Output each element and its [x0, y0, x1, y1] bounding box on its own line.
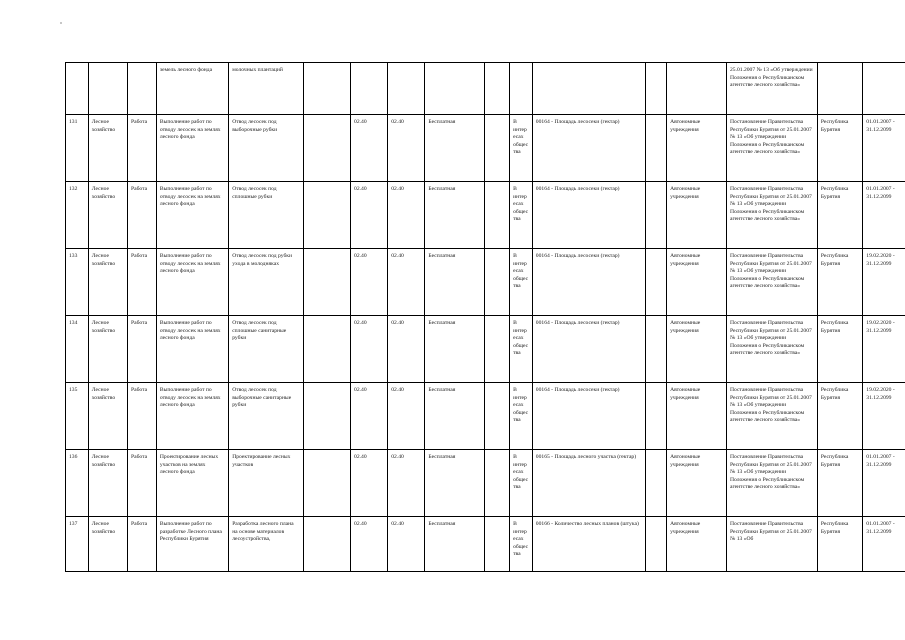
cell-okved-1: 02.40 [351, 316, 388, 383]
cell-okved-1: 02.40 [351, 383, 388, 450]
cell-holder: Автономные учреждения [667, 450, 727, 517]
cell-basis: Постановление Правительства Республики Бурятия от 25.01.2007 № 13 «Об утверждении Положения о Республиканском агентстве лесного хозяйства» [726, 316, 817, 383]
cell-period: 01.01.2007 - 31.12.2099 [863, 517, 905, 572]
cell-number: 137 [66, 517, 89, 572]
cell-blank [485, 249, 510, 316]
cell-blank [646, 182, 667, 249]
cell-number: 134 [66, 316, 89, 383]
cell-payment: Бесплатная [425, 517, 485, 572]
table-row [66, 450, 905, 517]
cell-branch: Лесное хозяйство [88, 450, 127, 517]
cell-okved-2: 02.40 [388, 316, 425, 383]
cell-blank [646, 383, 667, 450]
cell-work-name: Выполнение работ по разработке Лесного плана Республики Бурятия [156, 517, 228, 572]
cell-blank [485, 517, 510, 572]
cell-holder: Автономные учреждения [667, 249, 727, 316]
cell-okved-1: 02.40 [351, 115, 388, 182]
cell-basis: Постановление Правительства Республики Бурятия от 25.01.2007 № 13 «Об утверждении Положения о Республиканском агентстве лесного хозяйства» [726, 383, 817, 450]
cell-blank [303, 249, 351, 316]
cell-branch: Лесное хозяйство [88, 383, 127, 450]
cell-blank [303, 182, 351, 249]
cell-unit: 00164 - Площадь лесосеки (гектар) [532, 182, 646, 249]
cell-work-content: молочных плантаций [229, 63, 303, 115]
cell-type: Работа [127, 316, 156, 383]
cell-branch [88, 63, 127, 115]
cell-blank [303, 450, 351, 517]
cell-period [863, 63, 905, 115]
cell-interest: В интересах общества [510, 316, 533, 383]
cell-blank [485, 182, 510, 249]
table-row [66, 249, 905, 316]
cell-blank [303, 115, 351, 182]
cell-period: 19.02.2020 - 31.12.2099 [863, 249, 905, 316]
cell-blank [646, 115, 667, 182]
cell-holder: Автономные учреждения [667, 182, 727, 249]
cell-region: Республика Бурятия [817, 383, 862, 450]
cell-work-content: Отвод лесосек под рубки ухода в молодняках [229, 249, 303, 316]
cell-basis: Постановление Правительства Республики Бурятия от 25.01.2007 № 13 «Об утверждении Положения о Республиканском агентстве лесного хозяйства» [726, 115, 817, 182]
cell-blank [646, 450, 667, 517]
cell-okved-1: 02.40 [351, 182, 388, 249]
cell-region: Республика Бурятия [817, 249, 862, 316]
cell-payment: Бесплатная [425, 249, 485, 316]
cell-period: 01.01.2007 - 31.12.2099 [863, 182, 905, 249]
cell-work-content: Проектирование лесных участков [229, 450, 303, 517]
cell-number: 135 [66, 383, 89, 450]
table-row [66, 383, 905, 450]
cell-payment: Бесплатная [425, 383, 485, 450]
cell-payment: Бесплатная [425, 450, 485, 517]
registry-table [65, 62, 905, 572]
table-row [66, 63, 905, 115]
cell-region: Республика Бурятия [817, 115, 862, 182]
cell-type [127, 63, 156, 115]
cell-blank [646, 249, 667, 316]
cell-blank [303, 316, 351, 383]
cell-okved-2: 02.40 [388, 517, 425, 572]
cell-type: Работа [127, 517, 156, 572]
cell-number [66, 63, 89, 115]
cell-work-name: Выполнение работ по отводу лесосек на землях лесного фонда [156, 316, 228, 383]
cell-basis: Постановление Правительства Республики Бурятия от 25.01.2007 № 13 «Об утверждении Положения о Республиканском агентстве лесного хозяйства» [726, 450, 817, 517]
cell-okved-2: 02.40 [388, 115, 425, 182]
cell-blank [646, 316, 667, 383]
table-row [66, 316, 905, 383]
cell-okved-1: 02.40 [351, 517, 388, 572]
cell-unit: 00166 - Количество лесных планов (штука) [532, 517, 646, 572]
cell-holder: Автономные учреждения [667, 517, 727, 572]
cell-blank [303, 63, 351, 115]
cell-okved-2 [388, 63, 425, 115]
cell-type: Работа [127, 182, 156, 249]
cell-type: Работа [127, 249, 156, 316]
cell-blank [646, 63, 667, 115]
cell-work-content: Отвод лесосек под сплошные рубки [229, 182, 303, 249]
cell-unit: 00164 - Площадь лесосеки (гектар) [532, 383, 646, 450]
cell-basis: Постановление Правительства Республики Бурятия от 25.01.2007 № 13 «Об утверждении Положения о Республиканском агентстве лесного хозяйства» [726, 182, 817, 249]
cell-work-name: Выполнение работ по отводу лесосек на землях лесного фонда [156, 182, 228, 249]
cell-period: 01.01.2007 - 31.12.2099 [863, 115, 905, 182]
cell-unit: 00164 - Площадь лесосеки (гектар) [532, 316, 646, 383]
cell-type: Работа [127, 115, 156, 182]
cell-work-name: земель лесного фонда [156, 63, 228, 115]
cell-basis: Постановление Правительства Республики Бурятия от 25.01.2007 № 13 «Об утверждении Положения о Республиканском агентстве лесного хозяйства» [726, 249, 817, 316]
cell-type: Работа [127, 450, 156, 517]
cell-region: Республика Бурятия [817, 182, 862, 249]
table-row [66, 182, 905, 249]
cell-blank [485, 450, 510, 517]
cell-payment: Бесплатная [425, 182, 485, 249]
cell-number: 136 [66, 450, 89, 517]
cell-work-name: Выполнение работ по отводу лесосек на землях лесного фонда [156, 383, 228, 450]
cell-unit: 00165 - Площадь лесного участка (гектар) [532, 450, 646, 517]
cell-blank [485, 63, 510, 115]
cell-payment [425, 63, 485, 115]
table-row [66, 517, 905, 572]
cell-okved-1 [351, 63, 388, 115]
cell-holder: Автономные учреждения [667, 316, 727, 383]
cell-region: Республика Бурятия [817, 517, 862, 572]
cell-payment: Бесплатная [425, 316, 485, 383]
cell-holder: Автономные учреждения [667, 115, 727, 182]
cell-interest: В интересах общества [510, 115, 533, 182]
cell-interest: В интересах общества [510, 249, 533, 316]
cell-unit [532, 63, 646, 115]
cell-blank [303, 517, 351, 572]
cell-okved-2: 02.40 [388, 383, 425, 450]
cell-branch: Лесное хозяйство [88, 316, 127, 383]
cell-holder: Автономные учреждения [667, 383, 727, 450]
cell-branch: Лесное хозяйство [88, 517, 127, 572]
cell-unit: 00164 - Площадь лесосеки (гектар) [532, 249, 646, 316]
cell-blank [485, 115, 510, 182]
cell-number: 133 [66, 249, 89, 316]
cell-interest: В интересах общества [510, 383, 533, 450]
cell-period: 01.01.2007 - 31.12.2099 [863, 450, 905, 517]
cell-blank [646, 517, 667, 572]
cell-type: Работа [127, 383, 156, 450]
cell-branch: Лесное хозяйство [88, 115, 127, 182]
cell-branch: Лесное хозяйство [88, 249, 127, 316]
cell-payment: Бесплатная [425, 115, 485, 182]
cell-period: 19.02.2020 - 31.12.2099 [863, 383, 905, 450]
cell-work-content: Разработка лесного плана на основе материалов лесоустройства, [229, 517, 303, 572]
cell-region [817, 63, 862, 115]
cell-region: Республика Бурятия [817, 316, 862, 383]
cell-work-name: Проектирование лесных участков на землях лесного фонда [156, 450, 228, 517]
cell-work-name: Выполнение работ по отводу лесосек на землях лесного фонда [156, 115, 228, 182]
cell-period: 19.02.2020 - 31.12.2099 [863, 316, 905, 383]
cell-okved-1: 02.40 [351, 249, 388, 316]
cell-blank [485, 316, 510, 383]
cell-blank [303, 383, 351, 450]
cell-region: Республика Бурятия [817, 450, 862, 517]
cell-basis: Постановление Правительства Республики Бурятия от 25.01.2007 № 13 «Об [726, 517, 817, 572]
cell-work-name: Выполнение работ по отводу лесосек на землях лесного фонда [156, 249, 228, 316]
cell-basis: 25.01.2007 № 13 «Об утверждении Положения о Республиканском агентстве лесного хозяйства» [726, 63, 817, 115]
cell-branch: Лесное хозяйство [88, 182, 127, 249]
cell-interest: В интересах общества [510, 450, 533, 517]
cell-interest [510, 63, 533, 115]
cell-work-content: Отвод лесосек под выборочные рубки [229, 115, 303, 182]
table-row [66, 115, 905, 182]
cell-interest: В интересах общества [510, 182, 533, 249]
cell-okved-1: 02.40 [351, 450, 388, 517]
cell-work-content: Отвод лесосек под сплошные санитарные рубки [229, 316, 303, 383]
cell-number: 132 [66, 182, 89, 249]
cell-blank [485, 383, 510, 450]
cell-holder [667, 63, 727, 115]
cell-number: 131 [66, 115, 89, 182]
cell-okved-2: 02.40 [388, 450, 425, 517]
scan-speck [60, 22, 62, 24]
cell-okved-2: 02.40 [388, 182, 425, 249]
cell-okved-2: 02.40 [388, 249, 425, 316]
cell-interest: В интересах общества [510, 517, 533, 572]
document-sheet [65, 62, 905, 572]
cell-work-content: Отвод лесосек под выборочные санитарные рубки [229, 383, 303, 450]
cell-unit: 00164 - Площадь лесосеки (гектар) [532, 115, 646, 182]
